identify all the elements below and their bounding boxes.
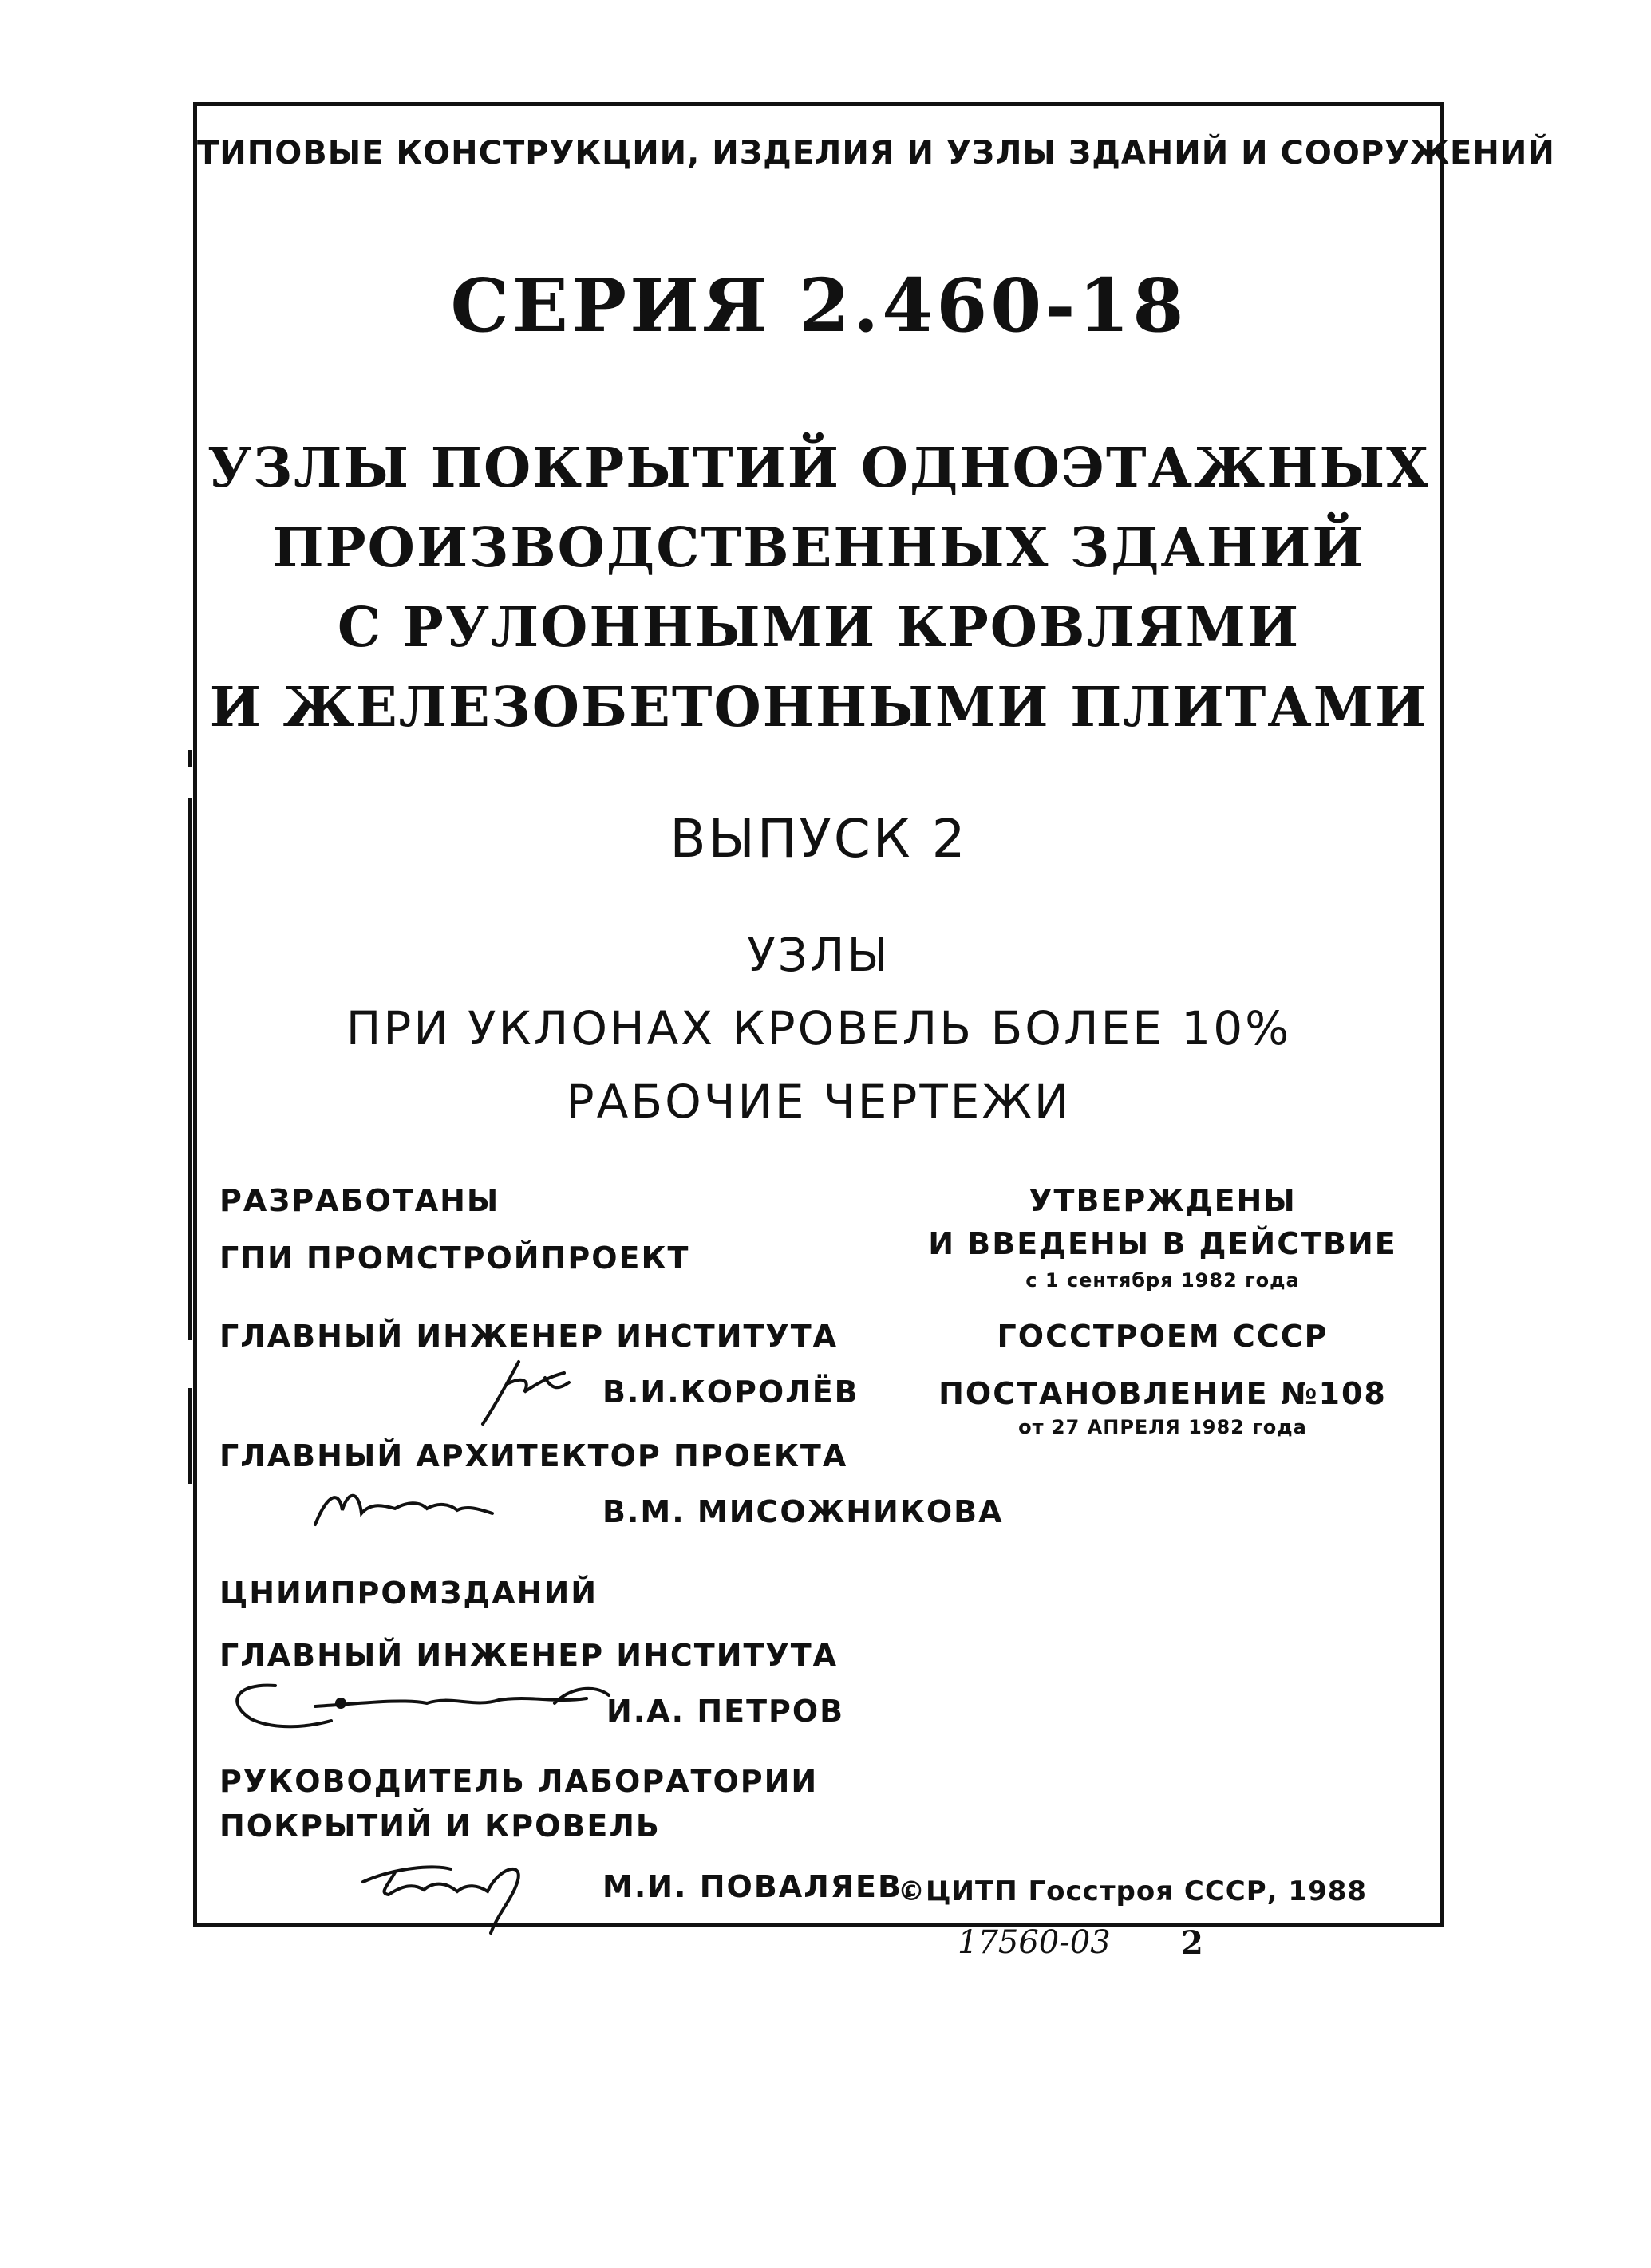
approved-line2: И ВВЕДЕНЫ В ДЕЙСТВИЕ: [928, 1226, 1397, 1261]
approved-line4: ГОССТРОЕМ СССР: [997, 1319, 1329, 1354]
main-title-line: С РУЛОННЫМИ КРОВЛЯМИ: [337, 596, 1301, 660]
issue-subtitle: [197, 918, 1440, 1138]
chief-architect-title: ГЛАВНЫЙ АРХИТЕКТОР ПРОЕКТА: [219, 1438, 848, 1473]
main-title-line: ПРОИЗВОДСТВЕННЫХ ЗДАНИЙ: [272, 516, 1365, 580]
title-page-frame: [193, 102, 1555, 1927]
issue-subtitle-line: РАБОЧИЕ ЧЕРТЕЖИ: [566, 1075, 1072, 1129]
binding-mark-lower: [188, 1388, 192, 1484]
sheet-code: 17560-03: [958, 1924, 1111, 1961]
header-line: ТИПОВЫЕ КОНСТРУКЦИИ, ИЗДЕЛИЯ И УЗЛЫ ЗДАНИЙ И СООРУЖЕНИЙ: [197, 135, 1555, 172]
main-title-line: УЗЛЫ ПОКРЫТИЙ ОДНОЭТАЖНЫХ: [207, 436, 1430, 500]
lab-head-name: М.И. ПОВАЛЯЕВ.: [602, 1869, 916, 1904]
approved-line5: ПОСТАНОВЛЕНИЕ №108: [938, 1376, 1387, 1411]
chief-engineer-title: ГЛАВНЫЙ ИНЖЕНЕР ИНСТИТУТА: [219, 1319, 839, 1354]
signature-korolev: [475, 1352, 579, 1432]
developed-label: РАЗРАБОТАНЫ: [219, 1183, 500, 1218]
chief-architect-name: В.М. МИСОЖНИКОВА: [602, 1494, 1004, 1529]
chief-engineer2-title: ГЛАВНЫЙ ИНЖЕНЕР ИНСТИТУТА: [219, 1638, 839, 1673]
chief-engineer-name: В.И.КОРОЛЁВ: [602, 1375, 859, 1410]
developer-org-2: ЦНИИПРОМЗДАНИЙ: [219, 1576, 598, 1611]
lab-head-title-line1: РУКОВОДИТЕЛЬ ЛАБОРАТОРИИ: [219, 1764, 819, 1799]
developer-org: ГПИ ПРОМСТРОЙПРОЕКТ: [219, 1240, 690, 1276]
chief-engineer2-name: И.А. ПЕТРОВ: [606, 1694, 845, 1729]
sheet-number: 2: [1181, 1924, 1203, 1962]
signature-misozhnikova: [307, 1478, 499, 1534]
main-title: [197, 428, 1440, 747]
series-title: СЕРИЯ 2.460-18: [450, 262, 1187, 349]
binding-mark-upper: [188, 750, 192, 767]
lab-head-title-line2: ПОКРЫТИЙ И КРОВЕЛЬ: [219, 1808, 661, 1844]
issue-label: ВЫПУСК 2: [669, 808, 968, 870]
signature-petrov: [219, 1671, 618, 1743]
approved-line3: с 1 сентября 1982 года: [1025, 1269, 1300, 1292]
approved-line1: УТВЕРЖДЕНЫ: [1029, 1183, 1297, 1218]
developers-block: [219, 1183, 1004, 1904]
approved-line6: от 27 АПРЕЛЯ 1982 года: [1018, 1416, 1307, 1438]
issue-subtitle-line: УЗЛЫ: [747, 928, 891, 982]
copyright: ©ЦИТП Госстроя СССР, 1988: [898, 1876, 1368, 1907]
binding-mark-middle: [188, 798, 192, 1340]
signature-povalyaev: [347, 1848, 547, 1944]
main-title-line: И ЖЕЛЕЗОБЕТОННЫМИ ПЛИТАМИ: [209, 676, 1428, 740]
issue-subtitle-line: ПРИ УКЛОНАХ КРОВЕЛЬ БОЛЕЕ 10%: [346, 1001, 1292, 1055]
